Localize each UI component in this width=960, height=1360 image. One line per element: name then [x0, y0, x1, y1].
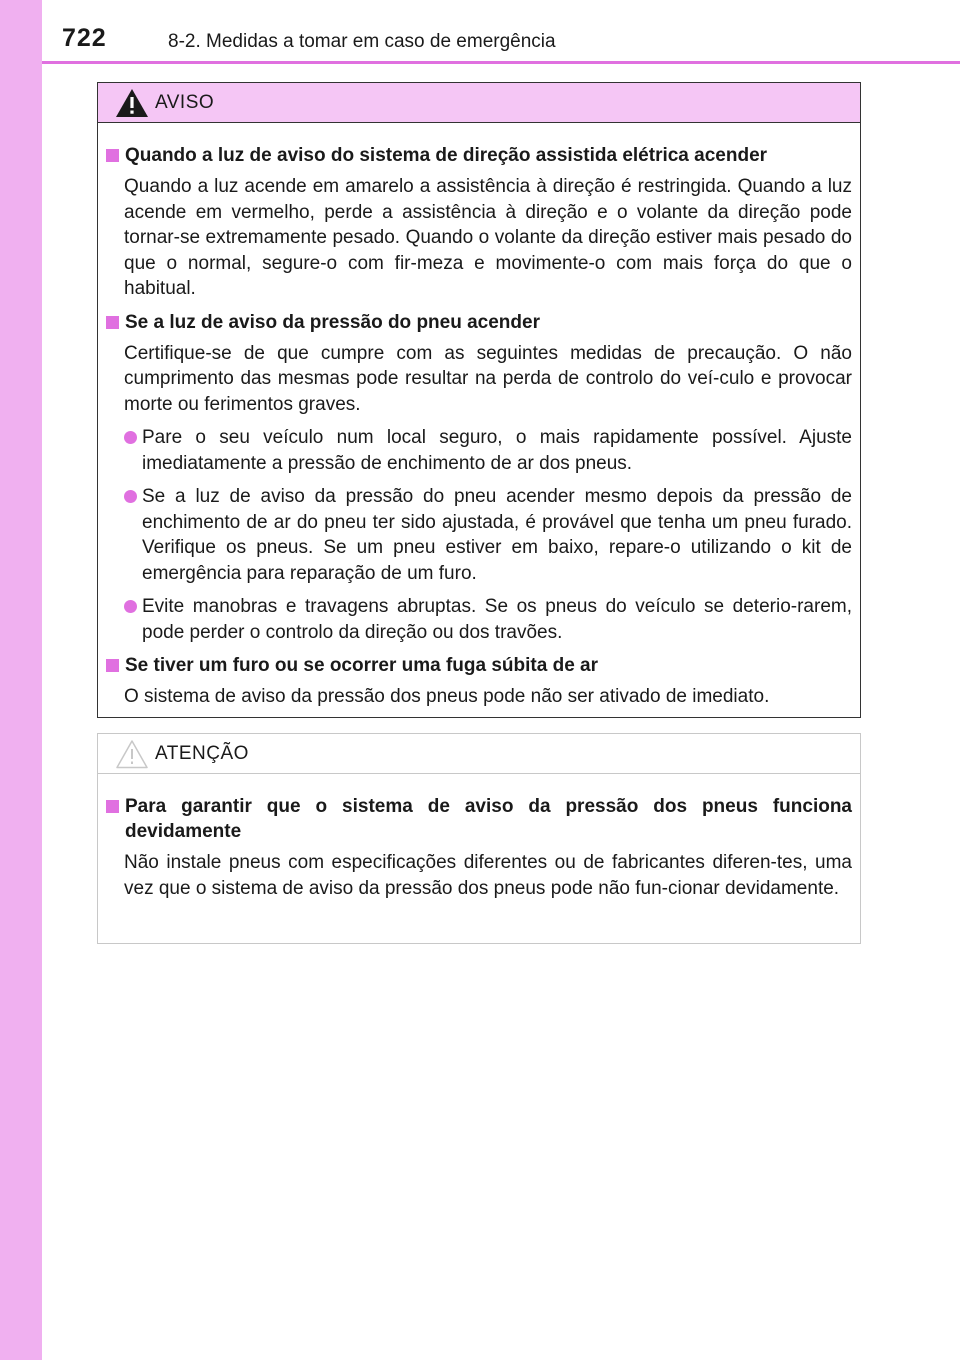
square-bullet-icon — [106, 316, 119, 329]
header-divider — [42, 61, 960, 64]
caution-label: ATENÇÃO — [155, 742, 249, 764]
warning-label: AVISO — [155, 91, 215, 113]
warning-box-body — [98, 123, 860, 710]
section-title: 8-2. Medidas a tomar em caso de emergência — [168, 31, 556, 52]
warning-section-heading: Se a luz de aviso da pressão do pneu acender — [106, 310, 852, 335]
circle-bullet-icon — [124, 490, 137, 503]
circle-bullet-icon — [124, 600, 137, 613]
warning-section-paragraph: Certifique-se de que cumpre com as seguintes medidas de precaução. O não cumprimento das mesmas pode resultar na perda de controlo do veí-culo e provocar morte ou ferimentos graves. — [124, 342, 852, 415]
warning-triangle-outline-icon — [115, 739, 149, 769]
caution-box-header — [98, 734, 860, 774]
warning-section-heading: Se tiver um furo ou se ocorrer uma fuga súbita de ar — [106, 653, 852, 678]
warning-box-header — [98, 83, 860, 123]
page-number: 722 — [62, 24, 107, 52]
warning-box — [97, 82, 861, 718]
caution-section-heading: Para garantir que o sistema de aviso da pressão dos pneus funciona devidamente — [106, 794, 852, 844]
caution-box — [97, 733, 861, 944]
warning-triangle-filled-icon — [115, 88, 149, 118]
caution-box-body — [98, 774, 860, 901]
square-bullet-icon — [106, 800, 119, 813]
warning-section-paragraph: Quando a luz acende em amarelo a assistência à direção é restringida. Quando a luz acende em vermelho, perde a assistência à direção e o volante da direção pode tornar-se extremamente pesado. Quando o volante da direção estiver mais pesado do que o normal, segure-o com fir-meza e movimente-o com mais força do que o habitual. — [124, 176, 852, 299]
chapter-sidebar-tab — [0, 0, 42, 1360]
circle-bullet-icon — [124, 431, 137, 444]
warning-section-paragraph: O sistema de aviso da pressão dos pneus pode não ser ativado de imediato. — [124, 686, 770, 707]
list-item: Se a luz de aviso da pressão do pneu acender mesmo depois da pressão de enchimento de ar do pneu ter sido ajustada, é provável que tenha um pneu furado. Verifique os pneus. Se um pneu estiver em baixo, repare-o utilizando o kit de emergência para reparação de um furo. — [124, 484, 852, 586]
square-bullet-icon — [106, 149, 119, 162]
list-item: Evite manobras e travagens abruptas. Se os pneus do veículo se deterio-rarem, pode perder o controlo da direção ou dos travões. — [124, 594, 852, 645]
warning-section-heading: Quando a luz de aviso do sistema de direção assistida elétrica acender — [106, 143, 852, 168]
square-bullet-icon — [106, 659, 119, 672]
list-item: Pare o seu veículo num local seguro, o mais rapidamente possível. Ajuste imediatamente a pressão de enchimento de ar dos pneus. — [124, 425, 852, 476]
caution-section-paragraph: Não instale pneus com especificações diferentes ou de fabricantes diferen-tes, uma vez que o sistema de aviso da pressão dos pneus pode não fun-cionar devidamente. — [124, 852, 852, 899]
